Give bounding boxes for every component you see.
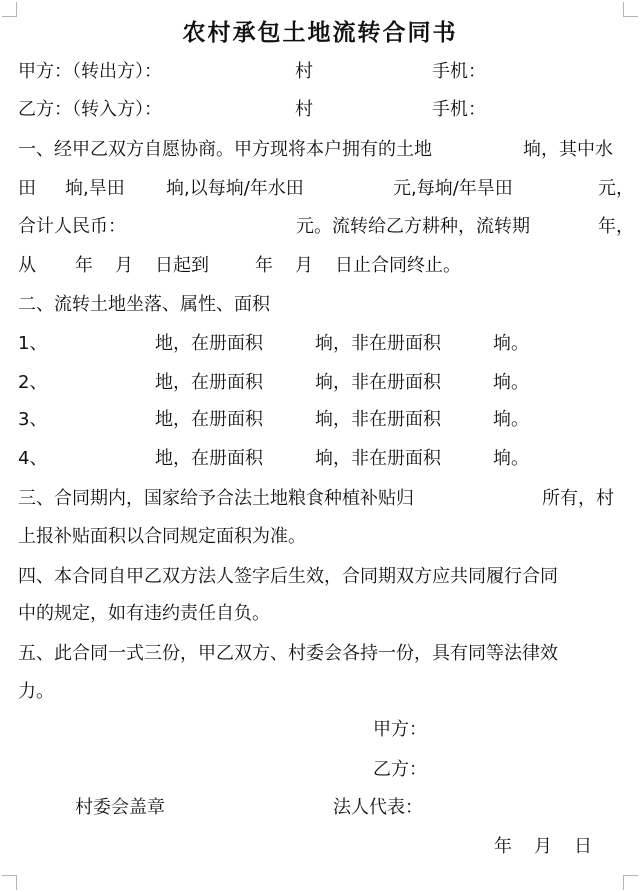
party-a-village: 村 — [295, 61, 313, 82]
date-year: 年 — [494, 836, 512, 857]
clause1-text: 垧,以每垧/年水田 — [166, 178, 304, 199]
clause2-heading: 二、流转土地坐落、属性、面积 — [18, 294, 270, 315]
clause1-text: 月 — [295, 255, 313, 276]
clause1-text: 合计人民币： — [18, 216, 126, 237]
land-item-number: 1、 — [18, 333, 48, 354]
clause1-text: 元。流转给乙方耕种，流转期 — [296, 216, 530, 237]
page-corner-mark — [623, 875, 638, 890]
clause1-text: 年， — [598, 216, 634, 237]
signature-party-b: 乙方： — [373, 759, 427, 780]
land-item-number: 3、 — [18, 409, 48, 430]
clause1-text: 日止合同终止。 — [335, 255, 461, 276]
clause1-text: 垧,旱田 — [65, 178, 125, 199]
clause1-text: 年 — [75, 255, 93, 276]
land-item-text: 垧，非在册面积 — [315, 409, 441, 430]
clause4-text: 中的规定，如有违约责任自负。 — [18, 603, 270, 624]
land-item-text: 地，在册面积 — [155, 333, 263, 354]
party-a-phone: 手机： — [432, 61, 486, 82]
clause5-text: 力。 — [18, 681, 54, 702]
signature-party-a: 甲方： — [373, 719, 427, 740]
date-day: 日 — [574, 836, 592, 857]
land-item-number: 2、 — [18, 372, 48, 393]
land-item-text: 垧。 — [493, 409, 529, 430]
page-corner-mark — [2, 875, 17, 890]
legal-representative-label: 法人代表： — [333, 797, 423, 818]
clause1-text: 一、经甲乙双方自愿协商。甲方现将本户拥有的土地 — [18, 139, 432, 160]
clause1-text: 垧，其中水 — [523, 139, 613, 160]
clause1-text: 日起到 — [155, 255, 209, 276]
land-item-text: 垧，非在册面积 — [315, 333, 441, 354]
clause1-text: 从 — [18, 255, 36, 276]
clause1-text: 月 — [115, 255, 133, 276]
land-item-text: 地，在册面积 — [155, 372, 263, 393]
clause3-text: 所有，村 — [542, 488, 614, 509]
date-month: 月 — [534, 836, 552, 857]
clause3-text: 三、合同期内，国家给予合法土地粮食种植补贴归 — [18, 488, 414, 509]
land-item-text: 垧，非在册面积 — [315, 448, 441, 469]
land-item-text: 地，在册面积 — [155, 448, 263, 469]
clause4-text: 四、本合同自甲乙双方法人签字后生效，合同期双方应共同履行合同 — [18, 566, 558, 587]
clause1-text: 元， — [598, 178, 634, 199]
clause1-text: 年 — [255, 255, 273, 276]
land-item-text: 垧。 — [493, 372, 529, 393]
party-b-phone: 手机： — [432, 99, 486, 120]
land-item-text: 垧。 — [493, 333, 529, 354]
land-item-text: 垧，非在册面积 — [315, 372, 441, 393]
party-a-label: 甲方：（转出方）： — [18, 61, 162, 82]
clause1-text: 田 — [18, 178, 36, 199]
village-seal-label: 村委会盖章 — [75, 797, 165, 818]
clause3-text: 上报补贴面积以合同规定面积为准。 — [18, 526, 306, 547]
clause5-text: 五、此合同一式三份，甲乙双方、村委会各持一份，具有同等法律效 — [18, 643, 558, 664]
land-item-number: 4、 — [18, 448, 48, 469]
party-b-village: 村 — [295, 99, 313, 120]
land-item-text: 地，在册面积 — [155, 409, 263, 430]
clause1-text: 元,每垧/年旱田 — [393, 178, 513, 199]
party-b-label: 乙方：（转入方）： — [18, 99, 162, 120]
document-title: 农村承包土地流转合同书 — [182, 20, 458, 46]
land-item-text: 垧。 — [493, 448, 529, 469]
